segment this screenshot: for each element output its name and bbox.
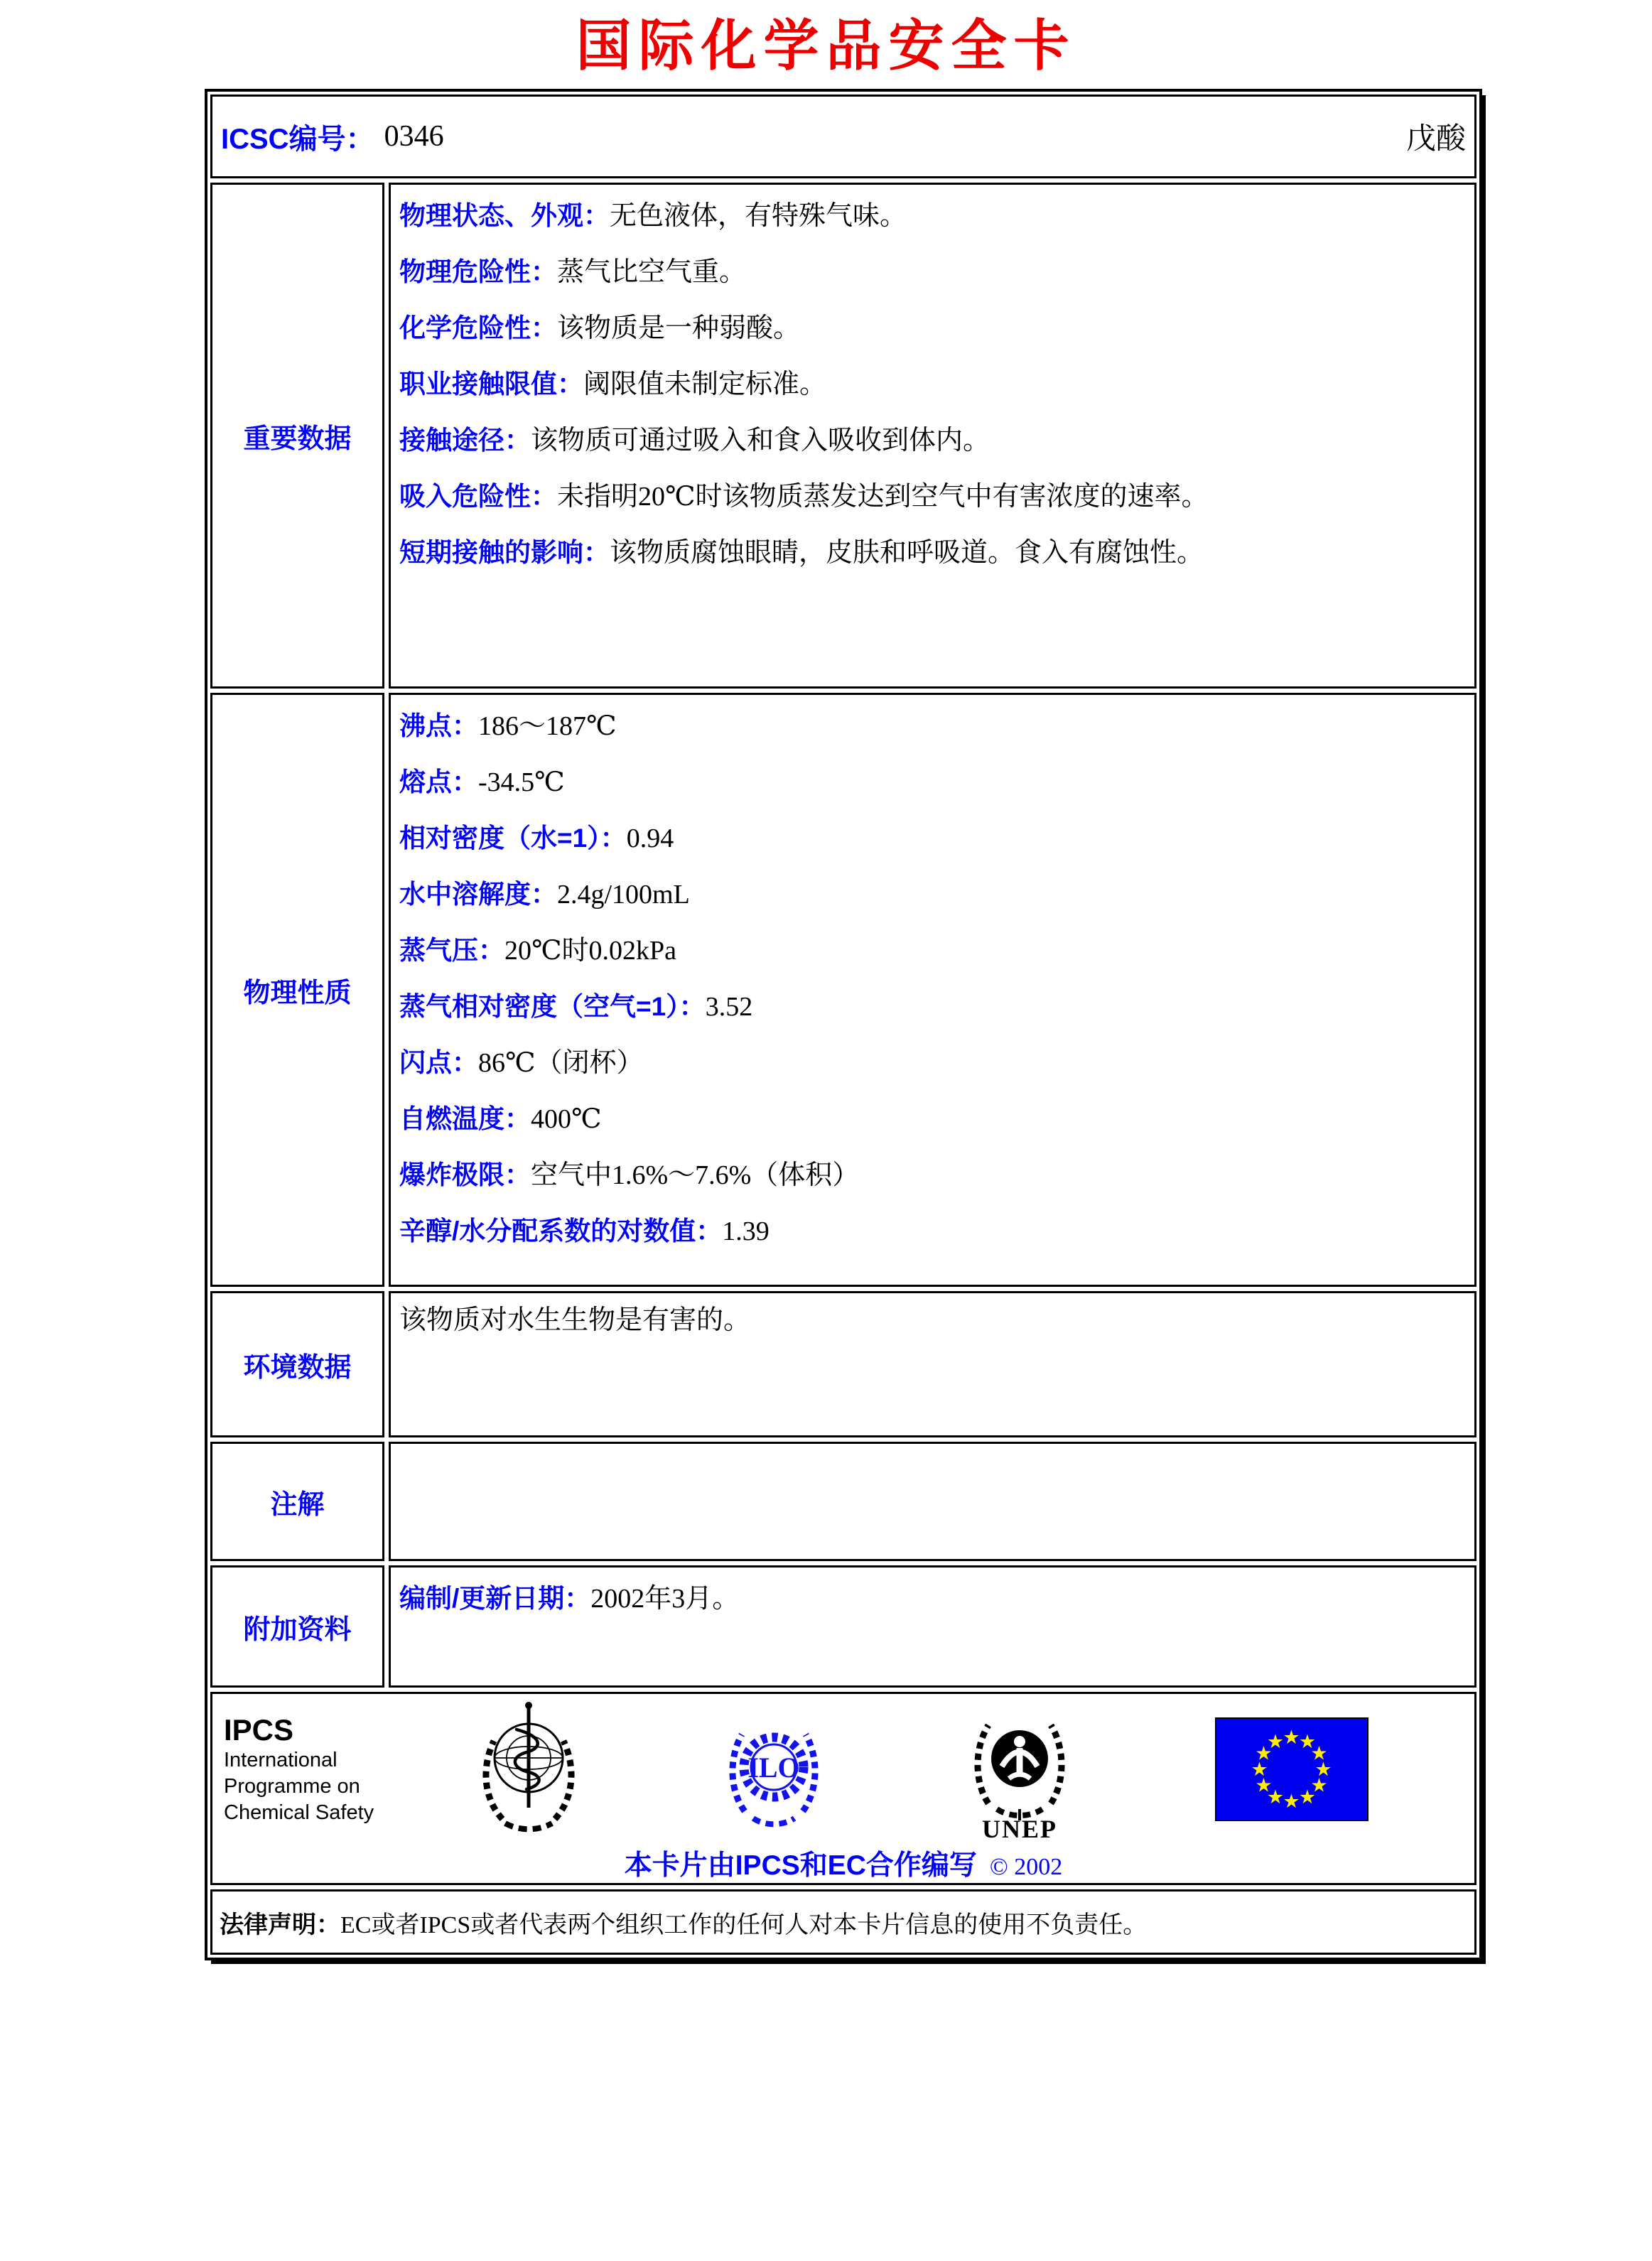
line-label: 蒸气压： [399,936,504,965]
svg-text:★: ★ [1283,1727,1300,1749]
line-label: 熔点： [399,767,478,797]
legal-row [210,1889,1476,1955]
data-line [399,1573,1466,1629]
line-label: 辛醇/水分配系数的对数值： [399,1216,723,1246]
line-label: 蒸气相对密度（空气=1）： [399,992,706,1021]
data-line [399,303,1466,359]
unep-letters: UNEP [981,1815,1057,1840]
line-value: 空气中1.6%～7.6%（体积） [531,1160,860,1190]
unep-logo-icon [966,1698,1074,1840]
header-cell [210,95,1476,178]
svg-text:★: ★ [1310,1742,1328,1765]
data-line [399,1206,1466,1262]
data-line [399,757,1466,813]
section-label-important: 重要数据 [210,183,384,689]
data-line [399,869,1466,925]
section-label-environment: 环境数据 [210,1291,384,1437]
ilo-letters: ILO [747,1752,800,1784]
line-value: 20℃时0.02kPa [504,936,677,966]
important-data-row [210,183,1476,689]
line-value: 该物质可通过吸入和食入吸收到体内。 [531,426,990,455]
line-value: 未指明20℃时该物质蒸发达到空气中有害浓度的速率。 [557,482,1209,512]
notes-row [210,1442,1476,1561]
who-logo-icon [475,1700,582,1839]
line-label: 吸入危险性： [399,482,557,511]
logo-zone [405,1698,1467,1840]
physical-properties-content [389,693,1476,1287]
line-value: 阈限值未制定标准。 [583,369,827,399]
line-value: 3.52 [705,992,753,1022]
chemical-name: 戊酸 [1405,123,1466,156]
line-label: 编制/更新日期： [399,1584,591,1613]
data-line [399,813,1466,869]
line-value: 蒸气比空气重。 [557,257,747,287]
section-label-physical: 物理性质 [210,693,384,1287]
ipcs-acronym: IPCS [224,1712,294,1747]
svg-text:★: ★ [1266,1731,1284,1753]
svg-text:★: ★ [1298,1786,1316,1808]
svg-text:★: ★ [1255,1774,1273,1797]
logos-cell [210,1692,1476,1885]
svg-text:★: ★ [1251,1759,1268,1781]
line-value: 2.4g/100mL [557,880,690,910]
notes-content [389,1442,1476,1561]
copyright-text: © 2002 [989,1854,1063,1880]
logo-strip [220,1698,1467,1840]
environmental-data-content [389,1291,1476,1437]
data-line [399,471,1466,527]
logos-row [210,1692,1476,1885]
legal-cell [210,1889,1476,1955]
line-label: 水中溶解度： [399,880,557,909]
line-label: 接触途径： [399,426,531,455]
data-line [399,247,1466,303]
ilo-logo-icon [723,1705,824,1834]
line-value: 该物质是一种弱酸。 [557,313,801,343]
data-line [399,925,1466,981]
eu-flag-icon [1215,1717,1368,1821]
data-line [399,1150,1466,1206]
environmental-data-row [210,1291,1476,1437]
svg-text:★: ★ [1283,1791,1300,1813]
svg-text:★: ★ [1266,1786,1284,1808]
data-line [399,190,1466,247]
line-value: 该物质腐蚀眼睛，皮肤和呼吸道。食入有腐蚀性。 [610,538,1204,568]
section-label-additional: 附加资料 [210,1565,384,1688]
line-label: 相对密度（水=1）： [399,824,627,853]
header-row [210,95,1476,178]
line-label: 闪点： [399,1048,478,1077]
line-label: 物理危险性： [399,257,557,286]
data-line [399,981,1466,1037]
icsc-number-label: ICSC编号： [221,123,374,155]
line-label: 化学危险性： [399,313,557,342]
ipcs-line: International [224,1748,338,1771]
ipcs-line: Programme on [224,1774,360,1798]
line-value: 0.94 [626,824,674,853]
ipcs-line: Chemical Safety [224,1801,374,1824]
svg-text:★: ★ [1298,1731,1316,1753]
data-line [399,359,1466,415]
environment-text: 该物质对水生生物是有害的。 [399,1305,751,1335]
line-label: 物理状态、外观： [399,201,610,230]
line-label: 自燃温度： [399,1104,531,1133]
credit-line [220,1843,1467,1883]
legal-label: 法律声明： [220,1911,340,1938]
line-value: 186～187℃ [478,711,617,741]
line-value: 2002年3月。 [590,1584,740,1614]
line-value: -34.5℃ [478,767,565,797]
line-value: 1.39 [722,1216,770,1246]
safety-card [205,89,1482,1960]
svg-text:★: ★ [1314,1759,1332,1781]
credit-text: 本卡片由IPCS和EC合作编写 [624,1850,977,1881]
ipcs-block [220,1713,405,1826]
svg-text:★: ★ [1255,1742,1273,1765]
line-value: 无色液体，有特殊气味。 [610,201,907,231]
additional-info-content [389,1565,1476,1688]
additional-info-row [210,1565,1476,1688]
icsc-number: 0346 [384,120,444,153]
line-label: 沸点： [399,711,478,740]
legal-text: EC或者IPCS或者代表两个组织工作的任何人对本卡片信息的使用不负责任。 [340,1911,1148,1938]
svg-text:★: ★ [1310,1774,1328,1797]
data-line [399,527,1466,583]
line-value: 400℃ [531,1104,602,1134]
data-line [399,415,1466,471]
line-label: 短期接触的影响： [399,538,610,567]
physical-properties-row [210,693,1476,1287]
line-value: 86℃（闭杯） [478,1048,644,1078]
line-label: 职业接触限值： [399,369,583,399]
section-label-notes: 注解 [210,1442,384,1561]
line-label: 爆炸极限： [399,1160,531,1189]
page-title: 国际化学品安全卡 [576,14,1076,77]
important-data-content [389,183,1476,689]
data-line [399,701,1466,757]
data-line [399,1037,1466,1094]
data-line [399,1094,1466,1150]
